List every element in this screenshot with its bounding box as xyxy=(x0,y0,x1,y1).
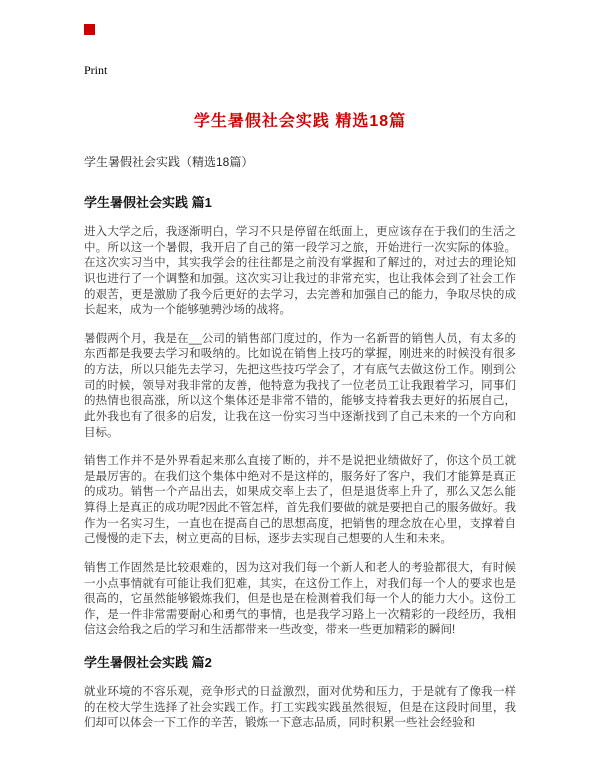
paragraph: 就业环境的不容乐观，竞争形式的日益激烈，面对优势和压力，于是就有了像我一样的在校大学生选择了社会实践工作。打工实践实践虽然很短，但是在这段时间里，我们却可以体会一下工作的辛苦，锻炼一下意志品质，同时积累一些社会经验和 xyxy=(84,686,516,730)
red-square-icon xyxy=(84,24,95,35)
document-subtitle: 学生暑假社会实践（精选18篇） xyxy=(84,155,254,169)
document-body xyxy=(84,192,516,732)
section-heading: 学生暑假社会实践 篇2 xyxy=(84,655,212,670)
print-button[interactable]: Print xyxy=(84,63,108,77)
paragraph: 销售工作固然是比较艰难的，因为这对我们每一个新人和老人的考验都很大，有时候一小点事情就有可能让我们犯难，其实，在这份工作上，对我们每一个人的要求也是很高的，它虽然能够锻炼我们，但是也是在检测着我们每一个人的能力大小。这份工作，是一件非常需要耐心和勇气的事情，也是我学习路上一次精彩的一段经历，我相信这会给我之后的学习和生活都带来一些改变，带来一些更加精彩的瞬间! xyxy=(84,561,516,637)
page-title: 学生暑假社会实践 精选18篇 xyxy=(193,113,407,130)
paragraph: 进入大学之后，我逐渐明白，学习不只是停留在纸面上，更应该存在于我们的生活之中。所以这一个暑假，我开启了自己的第一段学习之旅，开始进行一次实际的体验。在这次实习当中，其实我学会的往往都是之前没有掌握和了解过的，对过去的理论知识也进行了一个调整和加强。这次实习让我过的非常充实，也让我体会到了社会工作的艰苦，更是激励了我今后更好的去学习，去完善和加强自己的能力，争取尽快的成长起来，成为一个能够驰骋沙场的战将。 xyxy=(84,226,516,317)
paragraph: 暑假两个月，我是在__公司的销售部门度过的，作为一名新晋的销售人员，有太多的东西都是我要去学习和吸纳的。比如说在销售上技巧的掌握，刚进来的时候没有很多的方法，所以只能先去学习，先把这些技巧学会了，才有底气去做这份工作。刚到公司的时候，领导对我非常的友善，他特意为我找了一位老员工让我跟着学习，同事们的热情也很高涨，所以这个集体还是非常不错的，能够支持着我去更好的拓展自己，此外我也有了很多的启发，让我在这一份实习当中逐渐找到了自己未来的一个方向和目标。 xyxy=(84,332,516,439)
paragraph: 销售工作并不是外界看起来那么直接了断的，并不是说把业绩做好了，你这个员工就是最厉害的。在我们这个集体中绝对不是这样的，服务好了客户，我们才能算是真正的成功。销售一个产品出去，如果成交率上去了，但是退货率上升了，那么又怎么能算得上是真正的成功呢?因此不管怎样，首先我们要做的就是要把自己的服务做好。我作为一名实习生，一直也在提高自己的思想高度，把销售的理念放在心里，支撑着自己慢慢的走下去，树立更高的目标，逐步去实现自己想要的人生和未来。 xyxy=(84,455,516,546)
section-heading: 学生暑假社会实践 篇1 xyxy=(84,195,212,210)
